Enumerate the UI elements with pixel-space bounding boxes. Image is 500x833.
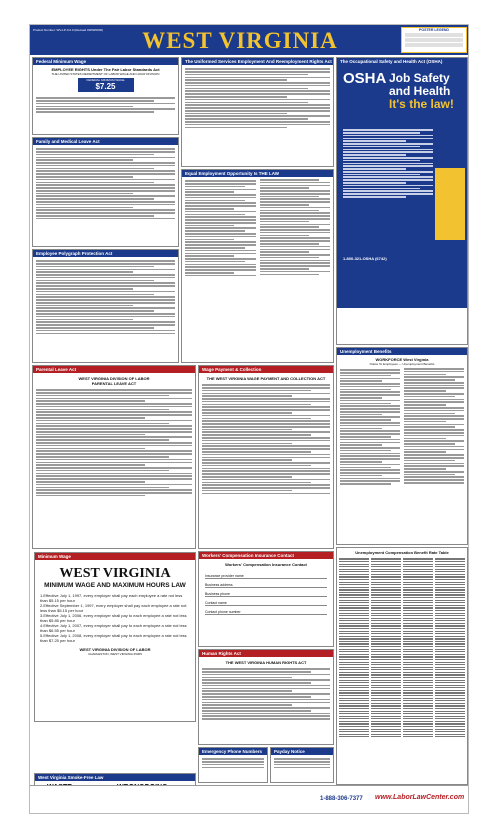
payday-header: Payday Notice <box>271 748 333 755</box>
min-wage-state: WEST VIRGINIA <box>59 566 171 581</box>
eeo-section <box>181 169 334 363</box>
eppa-section <box>32 249 179 363</box>
fmla-section <box>32 137 179 247</box>
fmla-header: Family and Medical Leave Act <box>33 138 178 145</box>
smoking-header: West Virginia Smoke-Free Law <box>35 774 195 781</box>
parental-leave-section <box>32 365 196 549</box>
worker-photo <box>435 168 465 240</box>
footer-brand: www.LaborLawCenter.com <box>375 794 465 801</box>
human-rights-header: Human Rights Act <box>199 650 333 657</box>
wc-field: Business phone <box>205 592 327 597</box>
poster-footer <box>30 785 469 814</box>
parental-act: PARENTAL LEAVE ACT <box>91 381 137 386</box>
poster-legend <box>401 27 467 53</box>
min-wage-item: 3.Effective July 1, 2006, every employer shall pay to each employee a rate not less than $5.85 per hour <box>40 613 187 623</box>
unemployment-section <box>336 347 468 545</box>
unemployment-subtitle: Notice To Employees — Unemployment Benefits <box>369 362 435 366</box>
osha-logo: OSHA <box>343 70 387 87</box>
userra-header: The Uniformed Services Employment And Reemployment Rights Act <box>182 58 333 65</box>
federal-rate-badge: FEDERAL MINIMUM WAGE $7.25 <box>78 78 134 92</box>
human-rights-title: THE WEST VIRGINIA HUMAN RIGHTS ACT <box>225 660 307 665</box>
parental-agency: WEST VIRGINIA DIVISION OF LABOR <box>78 376 150 381</box>
wc-field: Contact phone number <box>205 610 327 615</box>
unemployment-header: Unemployment Benefits <box>337 348 467 355</box>
workers-comp-title: Workers' Compensation Insurance Contact <box>225 562 307 567</box>
poster-header <box>30 25 469 55</box>
osha-phone: 1-800-321-OSHA (6742) <box>343 256 387 261</box>
min-wage-item: 4.Effective July 1, 2007, every employer shall pay to each employee a rate not less than $6.55 per hour <box>40 623 187 633</box>
min-wage-contact: WEST VIRGINIA DIVISION OF LABOR <box>79 647 151 652</box>
wage-payment-section <box>198 365 334 549</box>
wv-minimum-wage-section <box>34 552 196 722</box>
wc-field: Business address <box>205 583 327 588</box>
benefit-rate-table <box>336 547 468 785</box>
footer-phone: 1-888-306-7377 <box>320 796 363 802</box>
min-wage-item: 2.Effective September 1, 1997, every employer shall pay each employee a rate not less than $5.15 per hour <box>40 603 187 613</box>
flsa-header: Federal Minimum Wage <box>33 58 178 65</box>
osha-headline: Job Safety and Health <box>389 71 451 98</box>
workers-comp-header: Workers' Compensation Insurance Contact <box>199 552 333 559</box>
min-wage-address: CHARLESTON, WEST VIRGINIA 25305 <box>88 652 142 656</box>
poster-title: WEST VIRGINIA <box>142 28 338 53</box>
flsa-section <box>32 57 179 135</box>
userra-section <box>181 57 334 167</box>
osha-header: The Occupational Safety and Health Act (OSHA) <box>337 58 467 65</box>
wage-payment-title: THE WEST VIRGINIA WAGE PAYMENT AND COLLECTION ACT <box>206 376 326 381</box>
eppa-header: Employee Polygraph Protection Act <box>33 250 178 257</box>
emergency-section <box>198 747 268 783</box>
min-wage-header: Minimum Wage <box>35 553 195 560</box>
osha-tagline: It's the law! <box>389 97 454 111</box>
min-wage-item: 1.Effective July 1, 1997, every employer shall pay each employee a rate not less than $5.15 per hour <box>40 593 183 603</box>
wage-payment-header: Wage Payment & Collection <box>199 366 333 373</box>
legend-title: POSTER LEGEND <box>419 28 449 32</box>
flsa-agency: THE UNITED STATES DEPARTMENT OF LABOR WAGE AND HOUR DIVISION <box>51 72 160 76</box>
unemployment-title: WORKFORCE West Virginia <box>375 357 429 362</box>
payday-section <box>270 747 334 783</box>
osha-section <box>336 57 468 345</box>
eeo-header: Equal Employment Opportunity Is THE LAW <box>182 170 333 177</box>
labor-law-poster <box>29 24 469 814</box>
min-wage-title: MINIMUM WAGE AND MAXIMUM HOURS LAW <box>44 582 186 589</box>
wc-field: Contact name <box>205 601 327 606</box>
workers-comp-section <box>198 551 334 647</box>
product-number: Product Number: WV-LP-0.0.0 (Revised 00/00/0000) <box>33 28 104 32</box>
benefit-table-title: Unemployment Compensation Benefit Rate Table <box>355 550 449 555</box>
min-wage-item: 5.Effective July 1, 2008, every employer shall pay to each employee a rate not less than $7.25 per hour <box>40 633 187 643</box>
flsa-subtitle: EMPLOYEE RIGHTS Under The Fair Labor Standards Act <box>51 67 160 72</box>
osha-footer <box>337 308 468 345</box>
human-rights-section <box>198 649 334 745</box>
parental-header: Parental Leave Act <box>33 366 195 373</box>
wc-field: Insurance provider name <box>205 574 327 579</box>
emergency-header: Emergency Phone Numbers <box>199 748 267 755</box>
